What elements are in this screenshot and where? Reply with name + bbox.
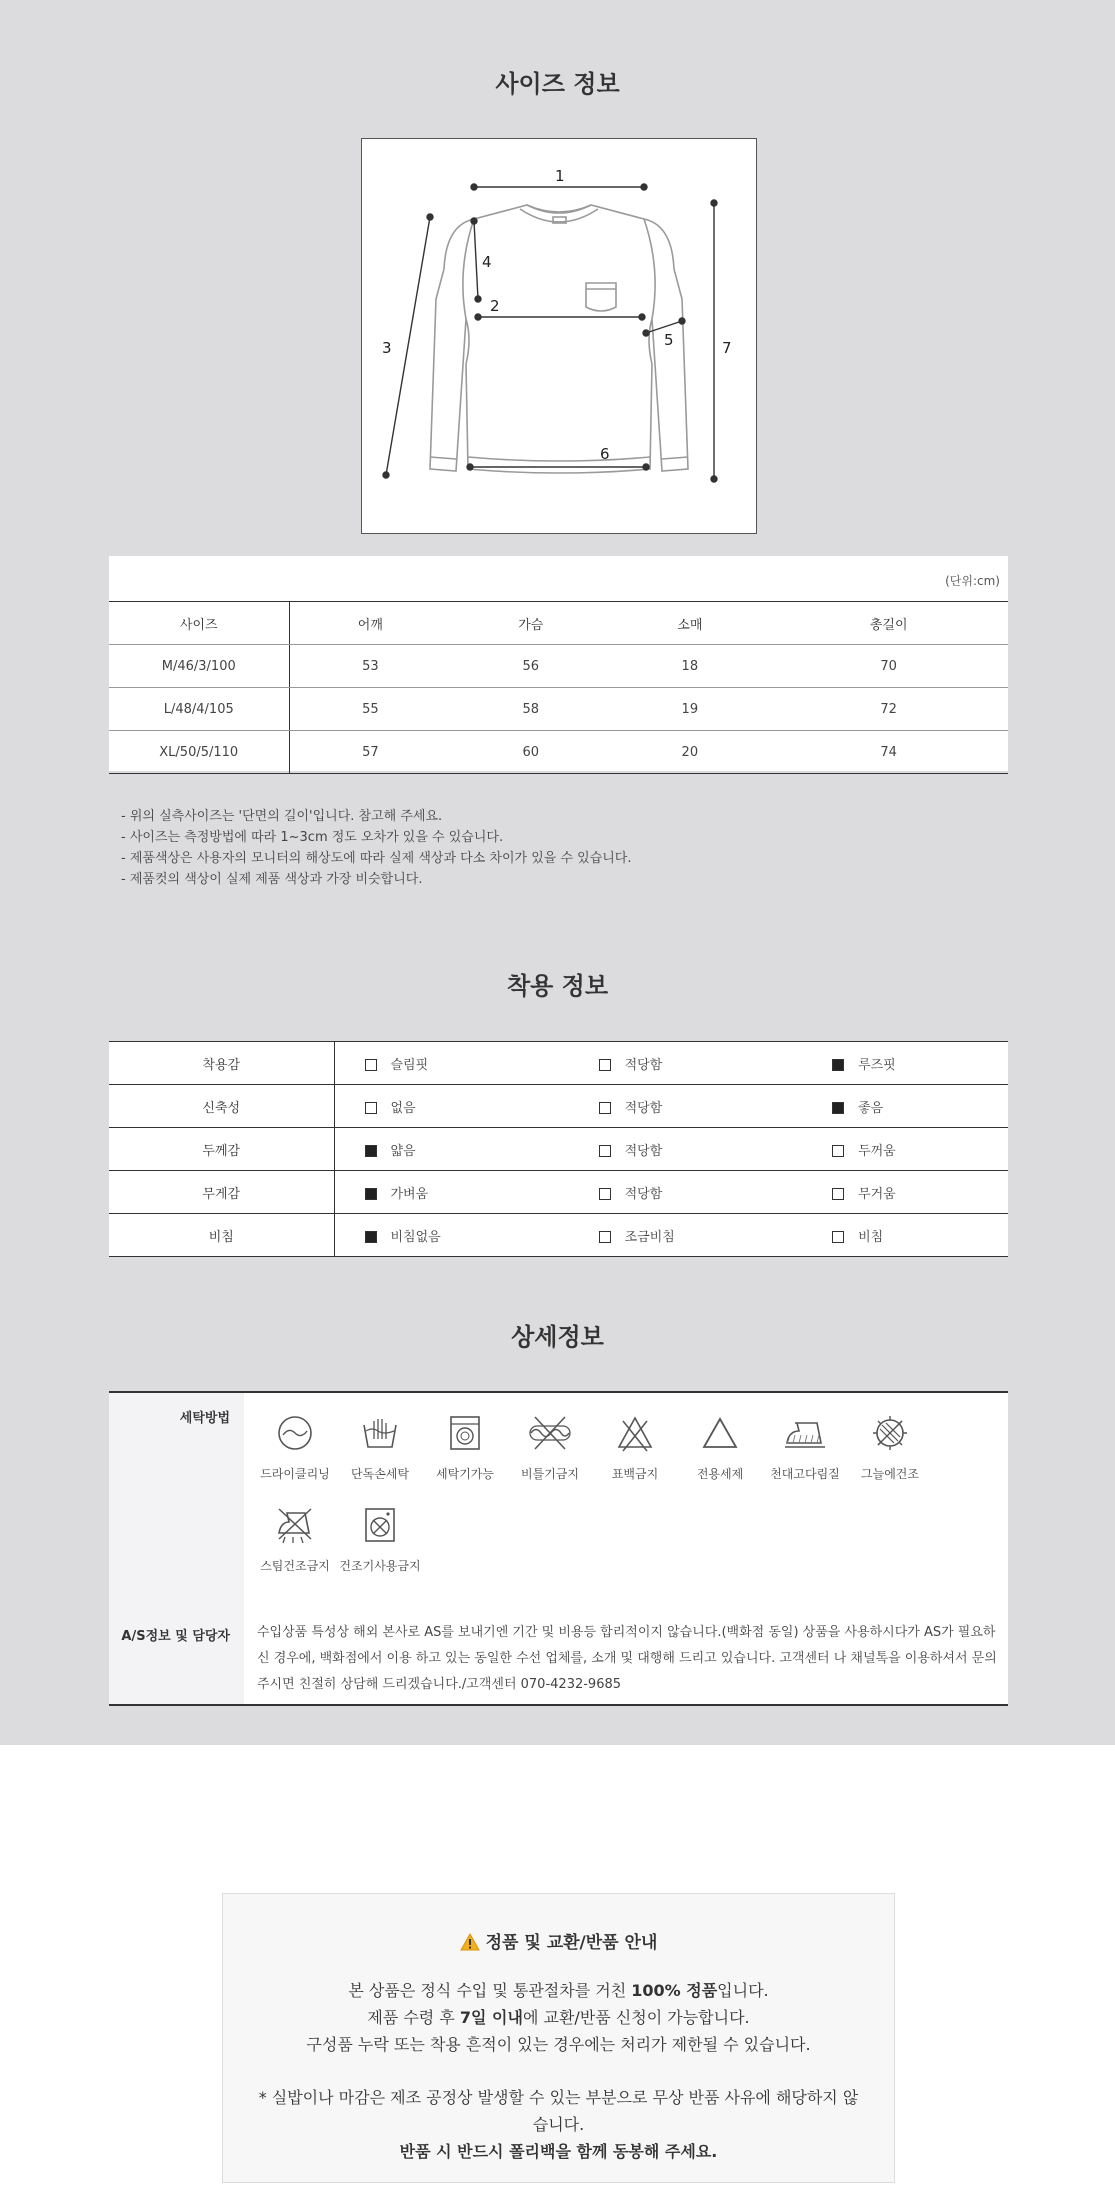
value-cell: 72 bbox=[769, 688, 1008, 731]
notice-text: 제품 수령 후 bbox=[367, 2008, 460, 2027]
note-line: - 제품컷의 색상이 실제 제품 색상과 가장 비슷합니다. bbox=[121, 872, 423, 887]
notice-polybag-text: 반품 시 반드시 폴리백을 함께 동봉해 주세요. bbox=[399, 2142, 718, 2161]
measure-label-7: 7 bbox=[722, 339, 732, 357]
header-cell: 사이즈 bbox=[109, 602, 289, 645]
fit-option bbox=[802, 1128, 1008, 1171]
fit-label: 무게감 bbox=[109, 1171, 334, 1214]
size-table bbox=[109, 601, 1008, 774]
fit-row bbox=[109, 1085, 1008, 1128]
fit-option bbox=[569, 1128, 802, 1171]
no-tumble-dry-icon bbox=[360, 1505, 400, 1545]
tshirt-outline bbox=[430, 205, 688, 473]
fit-option bbox=[802, 1171, 1008, 1214]
fit-option bbox=[802, 1214, 1008, 1257]
value-cell: 55 bbox=[289, 688, 451, 731]
notice-line bbox=[223, 1977, 894, 2004]
fit-row bbox=[109, 1128, 1008, 1171]
option-label: 가벼움 bbox=[390, 1186, 429, 1202]
fit-option bbox=[334, 1171, 569, 1214]
notice-title-text: 정품 및 교환/반품 안내 bbox=[485, 1933, 658, 1953]
wash-icon-label: 비틀기금지 bbox=[521, 1467, 579, 1481]
checkbox-icon bbox=[365, 1102, 377, 1114]
measurement-diagram bbox=[361, 138, 757, 534]
value-cell: 70 bbox=[769, 645, 1008, 688]
option-label: 적당함 bbox=[624, 1143, 663, 1159]
value-cell: 19 bbox=[610, 688, 769, 731]
unit-label: (단위:cm) bbox=[945, 574, 1000, 588]
option-label: 적당함 bbox=[624, 1186, 663, 1202]
checkbox-icon bbox=[599, 1059, 611, 1071]
wash-icon-cell bbox=[249, 1413, 341, 1482]
wash-icon-cell bbox=[504, 1413, 596, 1482]
notice-text: 에 교환/반품 신청이 가능합니다. bbox=[522, 2008, 750, 2027]
notice-emphasis: 100% 정품 bbox=[631, 1981, 718, 2000]
note-line: - 위의 실측사이즈는 '단면의 길이'입니다. 참고해 주세요. bbox=[121, 809, 443, 824]
wash-icon-cell bbox=[759, 1413, 851, 1482]
measure-label-5: 5 bbox=[664, 331, 674, 349]
fit-option bbox=[569, 1214, 802, 1257]
checkbox-checked-icon bbox=[365, 1145, 377, 1157]
checkbox-icon bbox=[832, 1231, 844, 1243]
no-steam-iron-icon bbox=[273, 1505, 317, 1545]
table-row bbox=[109, 645, 1008, 688]
header-cell: 가슴 bbox=[451, 602, 610, 645]
wash-icon-label: 세탁기가능 bbox=[436, 1467, 494, 1481]
wash-icon-cell bbox=[419, 1413, 511, 1482]
option-label: 무거움 bbox=[858, 1186, 896, 1202]
fit-row bbox=[109, 1171, 1008, 1214]
neutral-detergent-icon bbox=[700, 1413, 740, 1453]
wash-icon-cell bbox=[844, 1413, 936, 1482]
measure-label-3: 3 bbox=[382, 339, 392, 357]
fit-option bbox=[569, 1085, 802, 1128]
option-label: 좋음 bbox=[858, 1100, 884, 1116]
fit-label: 두께감 bbox=[109, 1128, 334, 1171]
notice-text: 본 상품은 정식 수입 및 통관절차를 거친 bbox=[348, 1981, 632, 2000]
wash-icon-label: 단독손세탁 bbox=[351, 1467, 409, 1481]
wash-icon-cell bbox=[249, 1505, 341, 1574]
value-cell: 60 bbox=[522, 744, 540, 760]
fit-table bbox=[109, 1041, 1008, 1257]
detail-table bbox=[109, 1391, 1008, 1706]
option-label: 적당함 bbox=[624, 1100, 663, 1116]
fit-option bbox=[802, 1042, 1008, 1085]
table-row bbox=[109, 731, 1008, 774]
option-label: 얇음 bbox=[390, 1143, 416, 1159]
size-cell: XL/50/5/110 bbox=[109, 731, 289, 774]
wash-method-label: 세탁방법 bbox=[179, 1411, 230, 1426]
notice-body bbox=[223, 1977, 894, 2058]
measure-label-2: 2 bbox=[490, 297, 500, 315]
header-cell: 총길이 bbox=[769, 602, 1008, 645]
measure-label-4: 4 bbox=[482, 253, 492, 271]
fit-row bbox=[109, 1214, 1008, 1257]
fit-label: 착용감 bbox=[109, 1042, 334, 1085]
checkbox-icon bbox=[832, 1188, 844, 1200]
checkbox-checked-icon bbox=[832, 1059, 844, 1071]
fit-option bbox=[569, 1171, 802, 1214]
tshirt-diagram bbox=[362, 139, 756, 533]
wash-icon-label: 전용세제 bbox=[696, 1467, 744, 1481]
detail-info-title: 상세정보 bbox=[511, 1323, 604, 1351]
as-info-label: A/S정보 및 담당자 bbox=[121, 1629, 230, 1644]
fit-option bbox=[334, 1042, 569, 1085]
no-wring-icon bbox=[527, 1413, 573, 1453]
fit-info-title: 착용 정보 bbox=[506, 972, 609, 1000]
wash-icon-cell bbox=[334, 1413, 426, 1482]
checkbox-icon bbox=[599, 1102, 611, 1114]
fit-label: 비침 bbox=[109, 1214, 334, 1257]
measure-label-6: 6 bbox=[600, 445, 610, 463]
wash-icon-cell bbox=[589, 1413, 681, 1482]
size-table-container bbox=[109, 556, 1008, 771]
fit-option bbox=[802, 1085, 1008, 1128]
header-cell: 어깨 bbox=[289, 602, 451, 645]
wash-icon-label: 스팀건조금지 bbox=[260, 1559, 330, 1573]
option-label: 슬림핏 bbox=[390, 1057, 429, 1073]
wash-icon-cell bbox=[674, 1413, 766, 1482]
value-cell: 57 bbox=[362, 744, 379, 760]
wash-icon-label: 천대고다림질 bbox=[770, 1467, 840, 1481]
washing-machine-icon bbox=[445, 1413, 485, 1453]
checkbox-icon bbox=[599, 1188, 611, 1200]
warning-icon bbox=[460, 1933, 480, 1951]
fit-option bbox=[334, 1128, 569, 1171]
measure-label-1: 1 bbox=[555, 167, 565, 185]
note-line: - 제품색상은 사용자의 모니터의 해상도에 따라 실제 색상과 다소 차이가 있을 수 있습니다. bbox=[121, 851, 632, 866]
hand-wash-icon bbox=[360, 1413, 400, 1453]
table-row bbox=[109, 688, 1008, 731]
value-cell: 58 bbox=[451, 688, 610, 731]
value-cell: 74 bbox=[880, 744, 897, 760]
detail-label-column bbox=[109, 1393, 244, 1704]
notice-footnote: * 실밥이나 마감은 제조 공정상 발생할 수 있는 부분으로 무상 반품 사유에 해당하지 않습니다. bbox=[258, 2088, 859, 2134]
option-label: 비침 bbox=[858, 1229, 884, 1245]
iron-with-cloth-icon bbox=[783, 1413, 827, 1453]
note-line: - 사이즈는 측정방법에 따라 1~3cm 정도 오차가 있을 수 있습니다. bbox=[121, 830, 504, 845]
fit-option bbox=[569, 1042, 802, 1085]
checkbox-icon bbox=[599, 1145, 611, 1157]
as-info-text: 수입상품 특성상 해외 본사로 AS를 보내기엔 기간 및 비용등 합리적이지 않습니다.(백화점 동일) 상품을 사용하시다가 AS가 필요하신 경우에, 백화점에서 이용 하고 있는 동일한 수선 업체를, 소개 및 대행해 드리고 있습니다. 고객센터 나 채널톡을 이용하셔서 문의 주시면 친절히 상담해 드리겠습니다./고객센터 070-4232-9685 bbox=[257, 1625, 997, 1692]
option-label: 없음 bbox=[390, 1100, 416, 1116]
option-label: 두꺼움 bbox=[858, 1143, 896, 1159]
checkbox-checked-icon bbox=[832, 1102, 844, 1114]
option-label: 비침없음 bbox=[390, 1229, 441, 1245]
checkbox-checked-icon bbox=[365, 1188, 377, 1200]
size-info-title: 사이즈 정보 bbox=[495, 70, 620, 98]
notice-line: 구성품 누락 또는 착용 흔적이 있는 경우에는 처리가 제한될 수 있습니다. bbox=[306, 2035, 811, 2054]
fit-option bbox=[334, 1214, 569, 1257]
size-cell: M/46/3/100 bbox=[109, 645, 289, 688]
checkbox-icon bbox=[599, 1231, 611, 1243]
value-cell: 18 bbox=[610, 645, 769, 688]
shade-dry-icon bbox=[870, 1413, 910, 1453]
value-cell: 56 bbox=[451, 645, 610, 688]
value-cell: 20 bbox=[681, 744, 699, 760]
fit-label: 신축성 bbox=[109, 1085, 334, 1128]
notice-footer bbox=[223, 2084, 894, 2165]
dry-clean-icon bbox=[275, 1413, 315, 1453]
checkbox-checked-icon bbox=[365, 1231, 377, 1243]
fit-row bbox=[109, 1042, 1008, 1085]
wash-icon-label: 표백금지 bbox=[611, 1467, 659, 1481]
option-label: 루즈핏 bbox=[858, 1057, 896, 1073]
value-cell: 53 bbox=[289, 645, 451, 688]
checkbox-icon bbox=[832, 1145, 844, 1157]
fit-option bbox=[334, 1085, 569, 1128]
size-cell: L/48/4/105 bbox=[109, 688, 289, 731]
wash-icon-label: 드라이클리닝 bbox=[260, 1467, 330, 1481]
notice-line bbox=[223, 2004, 894, 2031]
notice-emphasis: 7일 이내 bbox=[459, 2008, 523, 2027]
header-cell: 소매 bbox=[610, 602, 769, 645]
authenticity-return-notice bbox=[222, 1893, 895, 2183]
notice-title bbox=[223, 1928, 894, 1953]
option-label: 적당함 bbox=[624, 1057, 663, 1073]
no-bleach-icon bbox=[615, 1413, 655, 1453]
wash-icon-cell bbox=[334, 1505, 426, 1574]
size-table-header bbox=[109, 602, 1008, 645]
checkbox-icon bbox=[365, 1059, 377, 1071]
notice-text: 입니다. bbox=[717, 1981, 769, 2000]
wash-icon-label: 그늘에건조 bbox=[861, 1467, 919, 1481]
size-notes bbox=[121, 806, 632, 890]
wash-icon-label: 건조기사용금지 bbox=[339, 1559, 421, 1573]
option-label: 조금비침 bbox=[624, 1229, 675, 1245]
